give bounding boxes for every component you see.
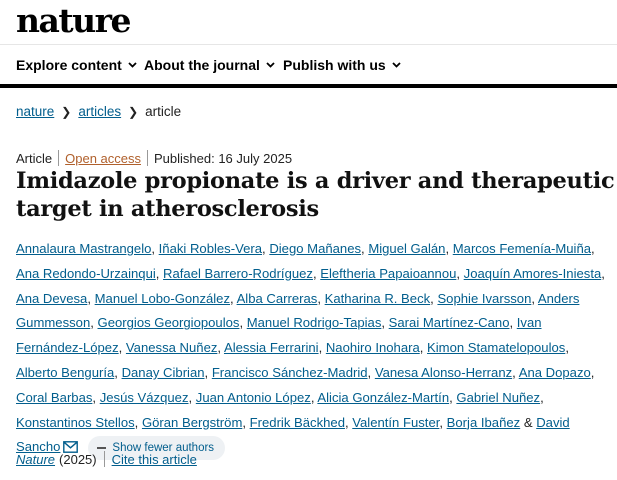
author-separator: , — [118, 340, 126, 356]
article-type: Article — [16, 150, 53, 166]
author-link[interactable]: Eleftheria Papaioannou — [320, 265, 457, 281]
journal-link[interactable]: Nature — [16, 451, 56, 467]
author-separator: , — [540, 389, 544, 405]
nav-divider — [0, 84, 617, 88]
open-access-link[interactable]: Open access — [65, 150, 141, 166]
divider — [147, 150, 148, 166]
author-link[interactable]: Konstantinos Stellos — [16, 414, 135, 430]
author-separator: , — [312, 265, 321, 281]
author-separator: , — [509, 315, 517, 331]
author-link[interactable]: Borja Ibañez — [446, 414, 521, 430]
author-separator: , — [419, 340, 428, 356]
author-separator: , — [590, 364, 595, 380]
author-link[interactable]: Juan Antonio López — [195, 389, 311, 405]
author-link[interactable]: Sophie Ivarsson — [437, 290, 532, 306]
author-separator: , — [449, 389, 457, 405]
author-separator: , — [317, 290, 325, 306]
breadcrumb-articles[interactable]: articles — [78, 104, 122, 119]
author-separator: , — [239, 315, 247, 331]
author-separator: , — [188, 389, 196, 405]
nav-explore-content[interactable] — [16, 57, 137, 73]
author-link[interactable]: Katharina R. Beck — [324, 290, 431, 306]
divider — [58, 150, 59, 166]
nav-item-label: Explore content — [16, 57, 122, 73]
author-separator: , — [361, 241, 369, 256]
author-separator: , — [217, 340, 224, 356]
author-link[interactable]: Alicia González-Martín — [317, 389, 450, 405]
author-separator: , — [318, 340, 326, 356]
author-separator: , — [565, 340, 569, 356]
chevron-down-icon — [266, 62, 275, 68]
author-separator: , — [430, 290, 438, 306]
author-link[interactable]: Diego Mañanes — [269, 241, 362, 256]
author-separator: , — [262, 241, 270, 256]
author-link[interactable]: Vanesa Alonso-Herranz — [374, 364, 513, 380]
breadcrumb-current: article — [145, 104, 182, 119]
publication-year: (2025) — [59, 451, 97, 467]
author-link[interactable]: Ivan Fernández-López — [16, 315, 542, 356]
cite-this-article-link[interactable]: Cite this article — [111, 451, 197, 467]
author-link[interactable]: Ana Dopazo — [518, 364, 591, 380]
author-link[interactable]: Alberto Benguría — [16, 364, 115, 380]
author-joiner: & — [523, 414, 533, 430]
author-link[interactable]: Sarai Martínez-Cano — [388, 315, 510, 331]
author-link[interactable]: Ana Redondo-Urzainqui — [16, 265, 156, 281]
author-separator: , — [151, 241, 159, 256]
author-list — [16, 237, 608, 460]
author-separator: , — [92, 389, 100, 405]
chevron-down-icon — [392, 62, 401, 68]
author-separator: , — [531, 290, 538, 306]
chevron-right-icon: ❯ — [61, 104, 72, 119]
author-separator: , — [512, 364, 519, 380]
author-link[interactable]: Iñaki Robles-Vera — [158, 241, 263, 256]
author-separator: , — [204, 364, 212, 380]
breadcrumb — [16, 104, 181, 119]
author-link[interactable]: Ana Devesa — [16, 290, 88, 306]
author-link[interactable]: Naohiro Inohara — [325, 340, 420, 356]
article-title: Imidazole propionate is a driver and therapeutic target in atherosclerosis — [16, 168, 615, 222]
author-link[interactable]: Coral Barbas — [16, 389, 93, 405]
author-link[interactable]: Alessia Ferrarini — [223, 340, 319, 356]
author-link[interactable]: Georgios Georgiopoulos — [97, 315, 240, 331]
show-fewer-label: Show fewer authors — [112, 441, 215, 454]
author-link[interactable]: Valentín Fuster — [352, 414, 440, 430]
author-link[interactable]: Fredrik Bäckhed — [249, 414, 345, 430]
author-separator: , — [439, 414, 447, 430]
author-separator: , — [242, 414, 250, 430]
nav-about-journal[interactable] — [144, 57, 275, 73]
nav-publish-with-us[interactable] — [283, 57, 401, 73]
author-link[interactable]: Annalaura Mastrangelo — [16, 241, 152, 256]
author-link[interactable]: David Sancho — [16, 414, 570, 455]
minus-icon — [97, 447, 106, 449]
citation-line — [16, 451, 197, 467]
author-separator: , — [87, 290, 95, 306]
author-link[interactable]: Alba Carreras — [236, 290, 318, 306]
breadcrumb-nature[interactable]: nature — [16, 104, 55, 119]
nature-logo[interactable]: nature — [16, 1, 130, 40]
author-separator: , — [114, 364, 122, 380]
nav-item-label: Publish with us — [283, 57, 386, 73]
author-link[interactable]: Marcos Femenía-Muiña — [452, 241, 592, 256]
chevron-down-icon — [128, 62, 137, 68]
author-separator: , — [601, 265, 605, 281]
author-link[interactable]: Miguel Galán — [368, 241, 446, 256]
author-separator: , — [591, 241, 595, 256]
author-separator: , — [134, 414, 142, 430]
author-separator: , — [381, 315, 389, 331]
author-link[interactable]: Rafael Barrero-Rodríguez — [163, 265, 313, 281]
author-link[interactable]: Anders Gummesson — [16, 290, 580, 331]
author-link[interactable]: Manuel Lobo-González — [94, 290, 231, 306]
author-separator: , — [155, 265, 164, 281]
author-separator: , — [445, 241, 453, 256]
author-separator: , — [90, 315, 98, 331]
divider — [104, 451, 105, 467]
author-link[interactable]: Vanessa Nuñez — [125, 340, 218, 356]
author-separator: , — [230, 290, 237, 306]
site-header — [16, 2, 130, 42]
author-separator: , — [456, 265, 464, 281]
author-separator: , — [367, 364, 375, 380]
author-link[interactable]: Francisco Sánchez-Madrid — [211, 364, 368, 380]
author-link[interactable]: Kimon Stamatelopoulos — [427, 340, 566, 356]
chevron-right-icon: ❯ — [128, 104, 139, 119]
nav-item-label: About the journal — [144, 57, 260, 73]
main-nav — [0, 44, 617, 86]
author-link[interactable]: Gabriel Nuñez — [456, 389, 541, 405]
author-separator: , — [310, 389, 318, 405]
article-meta — [16, 150, 292, 166]
published-date: Published: 16 July 2025 — [154, 150, 293, 166]
author-link[interactable]: Jesús Vázquez — [99, 389, 189, 405]
author-separator: , — [344, 414, 353, 430]
author-link[interactable]: Manuel Rodrigo-Tapias — [246, 315, 382, 331]
author-link[interactable]: Joaquín Amores-Iniesta — [463, 265, 602, 281]
author-link[interactable]: Danay Cibrian — [121, 364, 205, 380]
author-link[interactable]: Göran Bergström — [141, 414, 243, 430]
